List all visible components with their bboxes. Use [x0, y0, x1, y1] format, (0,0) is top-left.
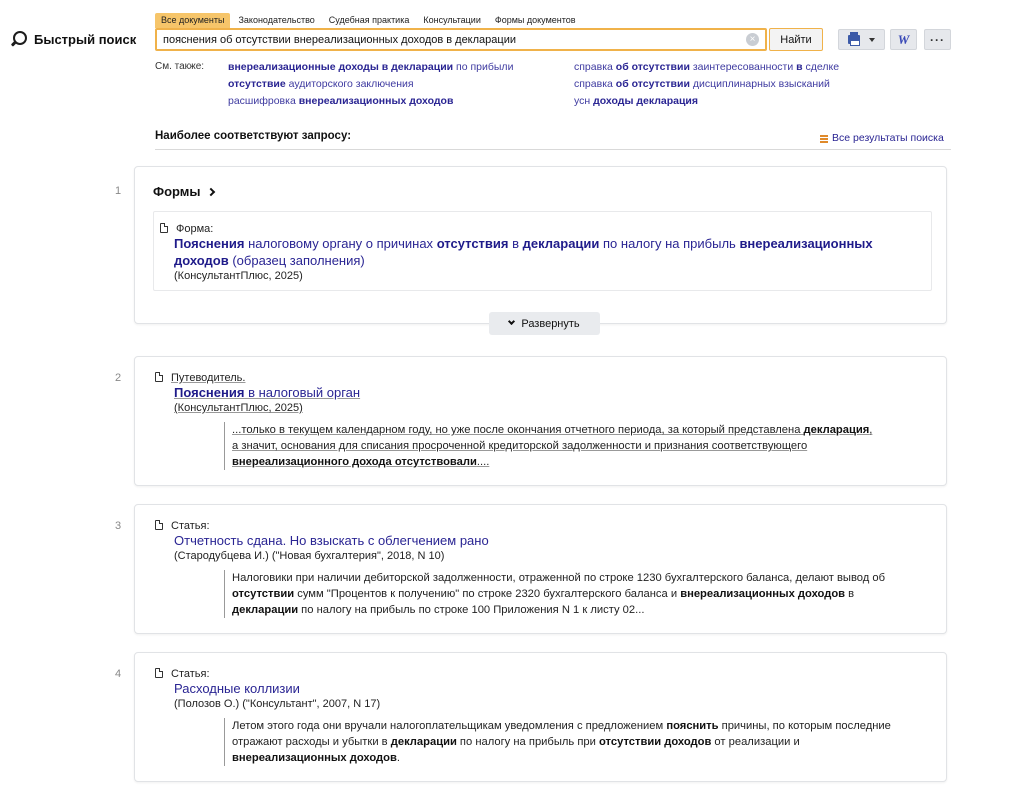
all-results-link[interactable] [820, 132, 944, 144]
text-fragment: налоговому органу о причинах [244, 236, 437, 251]
document-title-link[interactable] [155, 680, 932, 697]
tab-document-forms[interactable]: Формы документов [494, 15, 576, 25]
text-fragment: внереализационных доходов [232, 752, 397, 764]
result-card [134, 504, 947, 634]
text-fragment: в [845, 588, 855, 600]
forms-section-link[interactable] [153, 184, 932, 199]
tab-court-practice[interactable]: Судебная практика [328, 15, 410, 25]
text-fragment: отсутствии [232, 588, 295, 600]
clear-icon[interactable]: × [746, 33, 759, 46]
document-icon [155, 520, 163, 530]
text-fragment: .... [476, 456, 490, 468]
quick-search-title [10, 31, 136, 48]
all-results-label: Все результаты поиска [832, 132, 944, 144]
document-kind: Статья: [171, 520, 210, 532]
text-fragment: Налоговики при наличии дебиторской задолженности, отраженной по строке 1230 бухгалтерского баланса, делают вывод об [232, 572, 886, 584]
document-snippet [224, 422, 874, 470]
result-number: 1 [115, 185, 122, 197]
text-fragment: пояснить [666, 720, 719, 732]
document-kind: Форма: [176, 223, 214, 235]
text-fragment: Пояснения [174, 385, 245, 400]
search-input[interactable] [157, 30, 746, 49]
list-icon [820, 134, 828, 142]
more-icon: ··· [930, 32, 945, 47]
text-fragment: Расходные коллизии [174, 681, 300, 696]
document-source: (КонсультантПлюс, 2025) [174, 270, 303, 282]
text-fragment: Пояснения [174, 236, 245, 251]
text-fragment: Летом этого года они вручали налогоплательщикам уведомления с предложением [232, 720, 667, 732]
result-number: 3 [115, 520, 122, 532]
document-source: (Полозов О.) ("Консультант", 2007, N 17) [174, 698, 381, 710]
document-kind: Статья: [171, 668, 210, 680]
more-button[interactable] [924, 29, 951, 50]
text-fragment: отсутствия [436, 236, 509, 251]
see-also-right [574, 59, 839, 110]
tab-consultations[interactable]: Консультации [423, 15, 481, 25]
see-also-link[interactable]: справка об отсутствии заинтересованности в сделке [574, 61, 840, 73]
result-card [134, 652, 947, 782]
text-fragment: по налогу на прибыль при [456, 736, 599, 748]
text-fragment: внереализационного дохода отсутствовали [232, 456, 477, 468]
search-field [155, 28, 767, 51]
relevant-heading: Наиболее соответствуют запросу: [155, 130, 352, 142]
text-fragment: по налогу на прибыль [599, 236, 740, 251]
document-icon [155, 668, 163, 678]
text-fragment: в [508, 236, 523, 251]
see-also-link[interactable]: внереализационные доходы в декларации по прибыли [228, 61, 514, 73]
text-fragment: декларации [232, 604, 299, 616]
result-card [134, 166, 947, 324]
see-also-link[interactable]: усн доходы декларация [574, 95, 699, 107]
text-fragment: сумм "Процентов к получению" по строке 2320 бухгалтерского баланса и [294, 588, 681, 600]
divider [155, 149, 951, 150]
document-title-link[interactable] [155, 384, 932, 401]
document-icon [160, 223, 168, 233]
text-fragment: отсутствии доходов [598, 736, 712, 748]
text-fragment: декларация [803, 424, 870, 436]
chevron-right-icon [206, 187, 214, 195]
text-fragment: Отчетность сдана. Но взыскать с облегчением рано [174, 533, 489, 548]
search-tabs [155, 13, 584, 28]
text-fragment: . [396, 752, 400, 764]
text-fragment: в налоговый орган [244, 385, 361, 400]
result-number: 4 [115, 668, 122, 680]
see-also-link[interactable]: расшифровка внереализационных доходов [228, 95, 454, 107]
text-fragment: внереализационных доходов [174, 236, 873, 268]
document-source: (Стародубцева И.) ("Новая бухгалтерия", 2018, N 10) [174, 550, 445, 562]
forms-section-label: Формы [153, 184, 201, 199]
document-title-link[interactable] [160, 235, 921, 269]
text-fragment: (образец заполнения) [228, 253, 365, 268]
chevron-down-icon [869, 38, 875, 42]
chevron-down-icon [508, 318, 515, 325]
expand-button[interactable] [489, 312, 600, 335]
print-button[interactable] [838, 29, 885, 50]
text-fragment: декларации [522, 236, 600, 251]
form-item [153, 211, 932, 291]
text-fragment: по налогу на прибыль по строке 100 Приложения N 1 к листу 02... [298, 604, 645, 616]
word-export-button[interactable] [890, 29, 917, 50]
document-source: (КонсультантПлюс, 2025) [174, 402, 303, 414]
text-fragment: внереализационных доходов [680, 588, 846, 600]
document-title-link[interactable] [155, 532, 932, 549]
search-icon [10, 31, 27, 48]
quick-search-label: Быстрый поиск [34, 32, 137, 47]
word-icon: W [897, 31, 910, 47]
document-icon [155, 372, 163, 382]
text-fragment: от реализации и [711, 736, 800, 748]
text-fragment: ...только в текущем календарном году, но уже после окончания отчетного периода, за который представлена [232, 424, 804, 436]
find-button[interactable]: Найти [769, 28, 823, 51]
tab-all-documents[interactable]: Все документы [155, 13, 230, 28]
result-number: 2 [115, 372, 122, 384]
document-snippet [224, 570, 914, 618]
expand-label: Развернуть [521, 317, 580, 330]
document-kind: Путеводитель. [171, 372, 246, 384]
see-also-link[interactable]: справка об отсутствии дисциплинарных взысканий [574, 78, 830, 90]
see-also-link[interactable]: отсутствие аудиторского заключения [228, 78, 414, 90]
tab-legislation[interactable]: Законодательство [238, 15, 315, 25]
result-card [134, 356, 947, 486]
printer-icon [848, 35, 860, 44]
see-also-left [228, 59, 513, 110]
document-snippet [224, 718, 914, 766]
text-fragment: декларации [390, 736, 457, 748]
see-also-label: См. также: [155, 61, 205, 72]
text-fragment: , а значит, основания для списания просроченной кредиторской задолженности и признания соответствующего [232, 424, 873, 452]
text-fragment: причины, по которым последние отражают расходы и убытки в [232, 720, 891, 748]
